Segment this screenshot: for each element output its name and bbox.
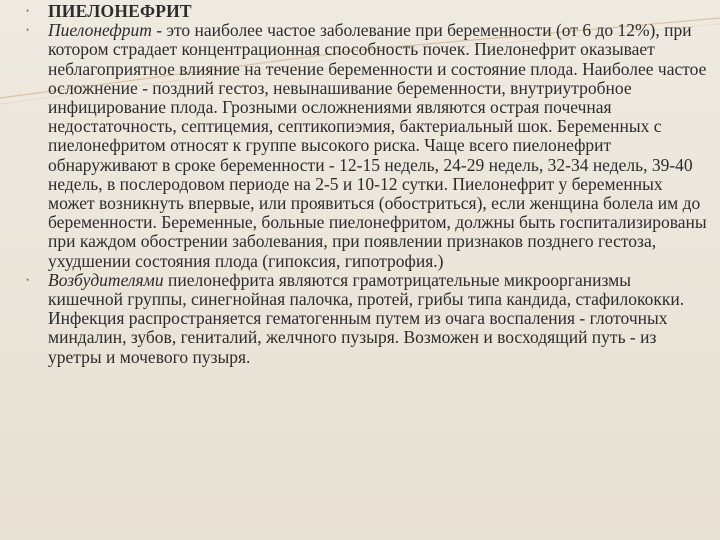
paragraph-text: - это наиболее частое заболевание при беременности (от 6 до 12%), при котором страдает концентрационная способность почек. Пиелонефрит оказывает неблагоприятное влияние на течение беременности и состояние плода. Наиболее частое осложнение - поздний гестоз, невынашивание беременности, внутриутробное инфицирование плода. Грозными осложнениями являются острая почечная недостаточность, септицемия, септикопиэмия, бактериальный шок. Беременных с пиелонефритом относят к группе высокого риска. Чаще всего пиелонефрит обнаруживают в сроке беременности - 12-15 недель, 24-29 недель, 32-34 недель, 39-40 недель, в послеродовом периоде на 2-5 и 10-12 сутки. Пиелонефрит у беременных может возникнуть впервые, или проявиться (обостриться), если женщина болела им до беременности. Беременные, больные пиелонефритом, должны быть госпитализированы при каждом обострении заболевания, при появлении признаков позднего гестоза, ухудшении состояния плода (гипоксия, гипотрофия.)	[48, 20, 707, 271]
bullet-icon: •	[26, 25, 30, 36]
paragraph-text: пиелонефрита являются грамотрицательные микроорганизмы кишечной группы, синегнойная палочка, протей, грибы типа кандида, стафилококки. Инфекция распространяется гематогенным путем из очага воспаления - глоточных миндалин, зубов, гениталий, желчного пузыря. Возможен и восходящий путь - из уретры и мочевого пузыря.	[48, 269, 685, 367]
bullet-icon: •	[26, 274, 30, 285]
slide-title: ПИЕЛОНЕФРИТ	[48, 1, 192, 21]
slide-content	[18, 2, 708, 367]
term-pathogens: Возбудителями	[48, 269, 164, 290]
paragraph-pyelonephritis	[18, 21, 708, 271]
bullet-icon: •	[26, 6, 30, 16]
paragraph-pathogens	[18, 271, 708, 367]
title-item	[18, 2, 708, 21]
term-pyelonephritis: Пиелонефрит	[48, 20, 152, 41]
